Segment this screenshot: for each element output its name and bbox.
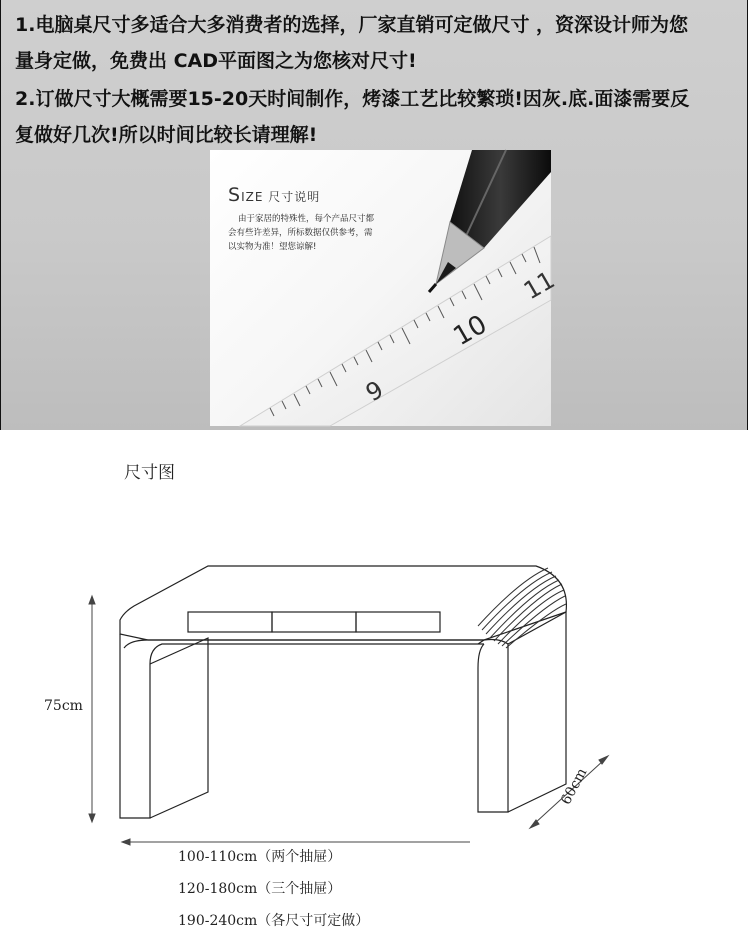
notice-line-4: 复做好几次!所以时间比较长请理解! bbox=[15, 124, 318, 146]
size-note bbox=[228, 184, 378, 254]
notice-line-2: 量身定做，免费出 CAD平面图之为您核对尺寸! bbox=[15, 50, 417, 72]
notice-line-1: 1.电脑桌尺寸多适合大多消费者的选择，厂家直销可定做尺寸 ，资深设计师为您 bbox=[15, 14, 689, 36]
height-dimension-line bbox=[89, 596, 95, 822]
width-option-1: 100-110cm（两个抽屉） bbox=[178, 849, 342, 865]
width-dimension-line bbox=[122, 839, 470, 845]
width-option-3: 190-240cm（各尺寸可定做） bbox=[178, 913, 370, 929]
size-note-photo bbox=[210, 150, 560, 426]
desk-dimension-drawing bbox=[0, 520, 748, 840]
height-label: 75cm bbox=[44, 698, 83, 714]
notice-banner bbox=[0, 0, 748, 430]
ruler-number-11: 11 bbox=[519, 265, 560, 306]
size-note-body: 由于家居的特殊性，每个产品尺寸都会有些许差异，所标数据仅供参考，需以实物为准！望您谅解! bbox=[228, 214, 375, 252]
ruler-number-9: 9 bbox=[361, 375, 389, 408]
ruler-number-10: 10 bbox=[448, 309, 493, 353]
size-diagram-title: 尺寸图 bbox=[124, 463, 175, 483]
size-note-title: SIZE 尺寸说明 bbox=[228, 184, 321, 206]
depth-label: 60cm bbox=[558, 765, 591, 808]
notice-line-3: 2.订做尺寸大概需要15-20天时间制作，烤漆工艺比较繁琐!因灰.底.面漆需要反 bbox=[15, 88, 690, 110]
width-option-2: 120-180cm（三个抽屉） bbox=[178, 881, 342, 897]
